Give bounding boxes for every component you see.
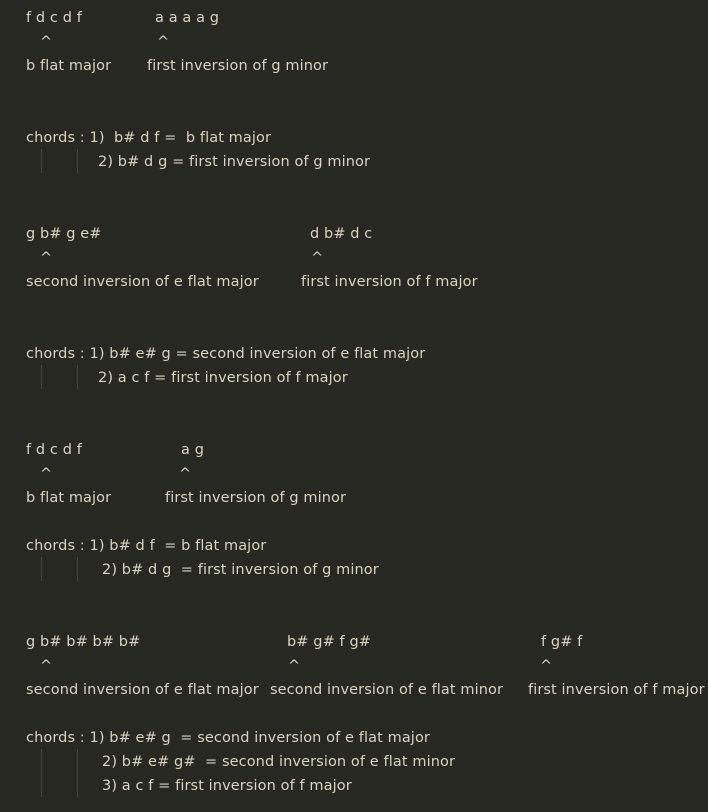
chords-line: 2) b# d g = first inversion of g minor (98, 154, 371, 170)
notes-line: f d c d f (26, 442, 82, 458)
caret-marker: ^ (40, 34, 53, 50)
chord-label: b flat major (26, 490, 112, 506)
notes-line: f d c d f (26, 10, 82, 26)
notes-line: g b# g e# (26, 226, 102, 242)
chord-label: first inversion of g minor (147, 58, 329, 74)
chords-line: 2) b# e# g# = second inversion of e flat minor (102, 754, 456, 770)
indent-guide (41, 149, 42, 173)
chords-line: chords : 1) b# d f = b flat major (26, 130, 272, 146)
chords-line: chords : 1) b# e# g = second inversion of e flat major (26, 730, 430, 746)
chords-line: 2) a c f = first inversion of f major (98, 370, 348, 386)
caret-marker: ^ (157, 34, 170, 50)
chord-label: second inversion of e flat major (26, 682, 259, 698)
indent-guide (41, 365, 42, 389)
chord-label: first inversion of f major (301, 274, 478, 290)
indent-guide (41, 557, 42, 581)
notes-line: a a a a g (155, 10, 220, 26)
indent-guide (77, 749, 78, 797)
caret-marker: ^ (288, 658, 301, 674)
chord-label: second inversion of e flat minor (270, 682, 504, 698)
chords-line: 3) a c f = first inversion of f major (102, 778, 352, 794)
notes-line: a g (181, 442, 204, 458)
caret-marker: ^ (40, 250, 53, 266)
caret-marker: ^ (40, 466, 53, 482)
chord-label: b flat major (26, 58, 112, 74)
indent-guide (77, 365, 78, 389)
notes-line: g b# b# b# b# (26, 634, 141, 650)
chords-line: chords : 1) b# e# g = second inversion of e flat major (26, 346, 426, 362)
chords-line: 2) b# d g = first inversion of g minor (102, 562, 379, 578)
chord-label: first inversion of f major (528, 682, 705, 698)
indent-guide (77, 149, 78, 173)
caret-marker: ^ (540, 658, 553, 674)
notes-line: d b# d c (310, 226, 373, 242)
chord-label: first inversion of g minor (165, 490, 347, 506)
caret-marker: ^ (311, 250, 324, 266)
caret-marker: ^ (179, 466, 192, 482)
notes-line: f g# f (541, 634, 583, 650)
indent-guide (77, 557, 78, 581)
notes-line: b# g# f g# (287, 634, 371, 650)
chords-line: chords : 1) b# d f = b flat major (26, 538, 267, 554)
caret-marker: ^ (40, 658, 53, 674)
chord-label: second inversion of e flat major (26, 274, 259, 290)
indent-guide (41, 749, 42, 797)
